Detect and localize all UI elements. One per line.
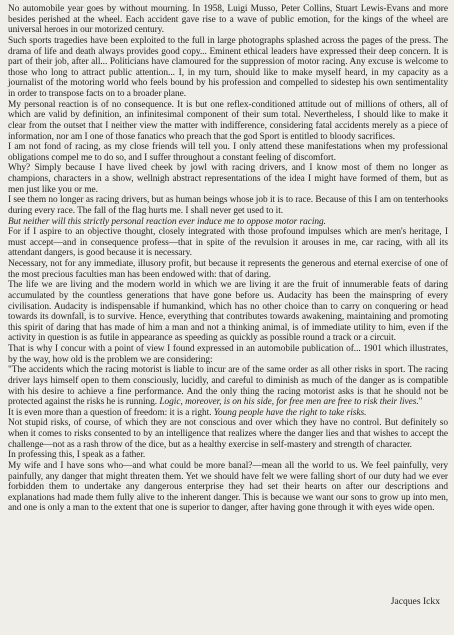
paragraph: I see them no longer as racing drivers, but as human beings whose job it is to race. Because of this I am on tenterhooks during every race. The fall of the flag hurts me. I shall never get used to it. <box>8 195 448 216</box>
author-signature: Jacques Ickx <box>390 596 440 607</box>
quotation-text: "The accidents which the racing motorist is liable to incur are of the same order as all other risks in sport. The racing driver lays himself open to them consciously, lucidly, and careful to diminish as much of the danger as is compatible with his desire to achieve a fine performance. And the only thing the racing motorist asks is that he should not be protected against the risks he is running. <box>8 365 448 408</box>
paragraph: My wife and I have sons who—and what could be more banal?—mean all the world to us. We feel painfully, very painfully, any danger that might threaten them. Yet we should have felt we were falling short of our duty had we ever forbidden them to undertake any dangerous enterprise they had set their hearts on after our descriptions and explanations had made them fully alive to the inherent danger. This is because we want our sons to grow up into men, and one is only a man to the extent that one is superior to danger, after having gone through it with eyes wide open. <box>8 460 448 514</box>
paragraph: My personal reaction is of no consequence. It is but one reflex-conditioned attitude out of millions of others, all of which are valid by definition, an infinitesimal component of their sum total. Nevertheless, I should like to make it clear from the outset that I neither view the matter with indifference, considering fatal accidents merely as a piece of information, nor am I one of those fanatics who preach that the god Sport is entitled to bloody sacrifices. <box>8 99 448 142</box>
quotation-close: " <box>418 397 423 408</box>
paragraph: I am not fond of racing, as my close friends will tell you. I only attend these manifestations when my professional obligations compel me to do so, and I suffer throughout a constant feeling of discomfort. <box>8 142 448 163</box>
paragraph <box>8 408 448 419</box>
paragraph: The life we are living and the modern world in which we are living it are the fruit of innumerable feats of daring accumulated by the countless generations that have gone before us. Audacity has been the mainspring of every civilisation. Audacity is indispensable if humankind, which has no other choice than to carry on conquering or head towards its downfall, is to survive. Hence, everything that contributes towards awakening, maintaining and promoting this spirit of daring that has made of him a man and not a thinking animal, is of immediate utility to him, even if the activity in question is as futile in appearance as speeding as quickly as possible round a track or a circuit. <box>8 280 448 344</box>
article-body <box>8 4 448 630</box>
paragraph-text: It is even more than a question of freedom: it is a right. <box>8 407 214 418</box>
paragraph-italic: But neither will this strictly personal reaction ever induce me to oppose motor racing. <box>8 216 326 227</box>
paragraph: Necessary, not for any immediate, illusory profit, but because it represents the generous and eternal exercise of one of the most precious faculties man has been endowed with: that of daring. <box>8 259 448 280</box>
quotation-italic: Logic, moreover, is on his side, for free men are free to risk their lives. <box>159 397 419 408</box>
paragraph-italic: Young people have the right to take risks. <box>213 407 367 418</box>
paragraph: Such sports tragedies have been exploited to the full in large photographs splashed across the pages of the press. The drama of life and death always provides good copy... Eminent ethical leaders have expressed their deep concern. It is part of their job, after all... Politicians have clamoured for the suppression of motor racing. Any excuse is welcome to those who long to attract public attention... I, in my turn, should like to make myself heard, in my capacity as a journalist of the motoring world who feels bound by his profession and compelled to sidestep his own sentimentality in order to transpose facts on to a broader plane. <box>8 35 448 99</box>
paragraph: In professing this, I speak as a father. <box>8 450 146 461</box>
paragraph: Not stupid risks, of course, of which they are not conscious and over which they have no control. But definitely so when it comes to risks consented to by an intelligence that realizes where the danger lies and that wishes to accept the challenge—not as a rash throw of the dice, but as a healthy exercise in self-mastery and strength of character. <box>8 418 448 450</box>
paragraph: That is why I concur with a point of view I found expressed in an automobile publication of... 1901 which illustrates, by the way, how old is the problem we are considering: <box>8 344 448 365</box>
paragraph: No automobile year goes by without mourning. In 1958, Luigi Musso, Peter Collins, Stuart Lewis-Evans and more besides perished at the wheel. Each accident gave rise to a wave of public emotion, for the kings of the wheel are universal heroes in our motorized century. <box>8 4 448 36</box>
paragraph: Why? Simply because I have lived cheek by jowl with racing drivers, and I know most of them no longer as champions, characters in a show, wellnigh abstract representations of the idea I might have formed of them, but as men just like you or me. <box>8 163 448 195</box>
paragraph: For if I aspire to an objective thought, closely integrated with those profound impulses which are men's heritage, I must accept—and in consequence profess—that in spite of the revulsion it arouses in me, car racing, with all its attendant dangers, is good because it is necessary. <box>8 227 448 259</box>
quotation-paragraph <box>8 365 448 408</box>
